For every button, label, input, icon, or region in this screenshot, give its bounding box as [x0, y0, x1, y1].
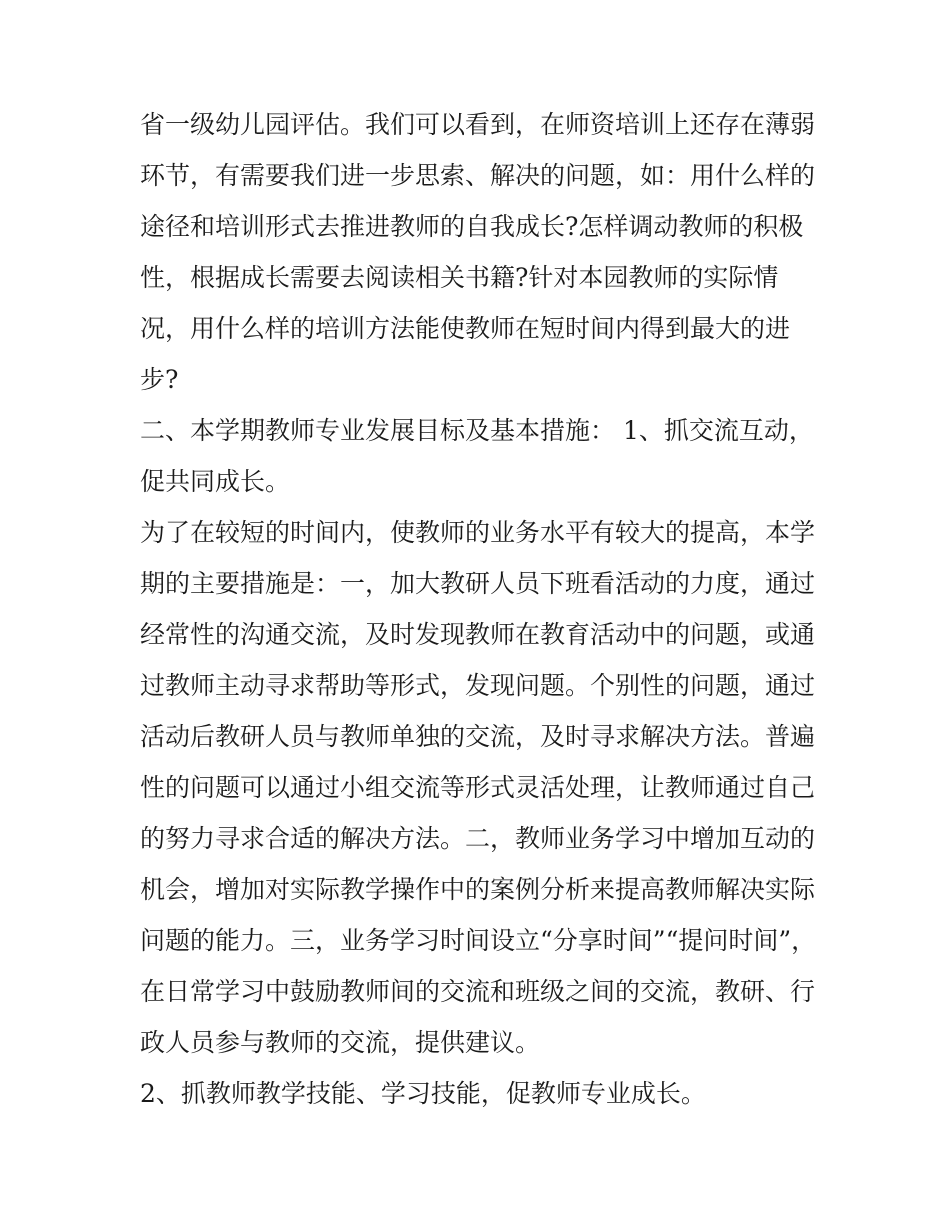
text-line: 性的问题可以通过小组交流等形式灵活处理，让教师通过自己 — [140, 773, 816, 802]
text-line: 况，用什么样的培训方法能使教师在短时间内得到最大的进 — [140, 314, 791, 343]
text-line: 在日常学习中鼓励教师间的交流和班级之间的交流，教研、行 — [140, 977, 816, 1006]
text-line: 二、本学期教师专业发展目标及基本措施： 1、抓交流互动， — [140, 416, 814, 445]
text-line: 促共同成长。 — [140, 467, 291, 496]
text-line: 机会，增加对实际教学操作中的案例分析来提高教师解决实际 — [140, 875, 816, 904]
text-line: 过教师主动寻求帮助等形式，发现问题。个别性的问题，通过 — [140, 671, 816, 700]
text-line: 期的主要措施是：一，加大教研人员下班看活动的力度，通过 — [140, 569, 816, 598]
text-line: 性，根据成长需要去阅读相关书籍?针对本园教师的实际情 — [140, 263, 779, 292]
text-line: 经常性的沟通交流，及时发现教师在教育活动中的问题，或通 — [140, 620, 816, 649]
paragraph-intro — [140, 99, 820, 405]
subsection-heading — [140, 1068, 820, 1119]
section-heading — [140, 405, 820, 507]
text-line: 政人员参与教师的交流，提供建议。 — [140, 1028, 541, 1057]
text-line: 2、抓教师教学技能、学习技能，促教师专业成长。 — [140, 1079, 706, 1108]
document-body — [140, 99, 820, 1119]
text-line: 活动后教研人员与教师单独的交流，及时寻求解决方法。普遍 — [140, 722, 816, 751]
text-line: 途径和培训形式去推进教师的自我成长?怎样调动教师的积极 — [140, 212, 804, 241]
text-line: 省一级幼儿园评估。我们可以看到，在师资培训上还存在薄弱 — [140, 110, 816, 139]
text-line: 问题的能力。三，业务学习时间设立“分享时间”“提问时间”， — [140, 926, 817, 955]
text-line: 为了在较短的时间内，使教师的业务水平有较大的提高，本学 — [140, 518, 816, 547]
paragraph-measures — [140, 507, 820, 1068]
text-line: 的努力寻求合适的解决方法。二，教师业务学习中增加互动的 — [140, 824, 816, 853]
text-line: 环节，有需要我们进一步思索、解决的问题，如：用什么样的 — [140, 161, 816, 190]
text-line: 步? — [140, 365, 179, 394]
